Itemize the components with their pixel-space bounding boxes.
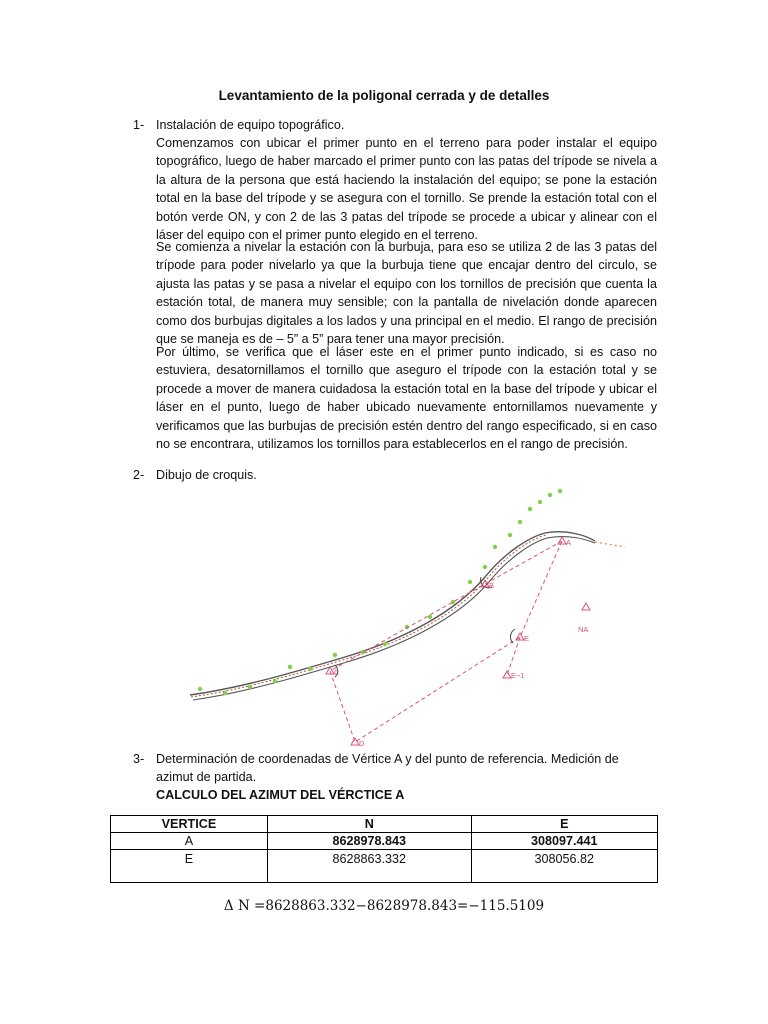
- table-cell-vertice: E: [111, 850, 268, 883]
- section-2-heading: Dibujo de croquis.: [156, 468, 257, 482]
- vertex-na-marker: [582, 603, 590, 610]
- vertex-d-marker: [351, 738, 359, 745]
- table-header-row: [111, 816, 658, 833]
- table-cell-n: 8628978.843: [267, 833, 471, 850]
- table-header-n: N: [267, 816, 471, 833]
- vertex-e1-label: E−1: [511, 671, 525, 680]
- section-1-paragraph-1: Comenzamos con ubicar el primer punto en el terreno para poder instalar el equipo topográfico, luego de haber marcado el primer punto con las patas del trípode se nivela a la altura de la persona que está haciendo la instalación del equipo; se pone la estación total en la base del trípode y se asegura con el tornillo. Se prende la estación total con el botón verde ON, y con 2 de las 3 patas del trípode se procede a ubicar y alinear con el láser del equipo con el primer punto elegido en el terreno.: [156, 136, 657, 243]
- vertex-c-label: C: [334, 668, 340, 677]
- table-header-e: E: [471, 816, 657, 833]
- tree-markers: [198, 489, 562, 695]
- road-center-dotted: [191, 535, 546, 697]
- page-title: Levantamiento de la poligonal cerrada y de detalles: [218, 88, 550, 103]
- section-1-number: 1-: [133, 118, 145, 132]
- vertex-d-label: D: [359, 739, 365, 748]
- table-cell-e: 308056.82: [471, 850, 657, 883]
- table-cell-n: 8628863.332: [267, 850, 471, 883]
- angle-arc-e: [511, 629, 515, 643]
- table-row: [111, 850, 658, 883]
- vertex-e-label: E: [524, 634, 530, 643]
- section-3-subheading: CALCULO DEL AZIMUT DEL VÉRCTICE A: [156, 788, 405, 802]
- vertex-b-label: B: [489, 581, 495, 590]
- table-row: [111, 833, 658, 850]
- table-cell-vertice: A: [111, 833, 268, 850]
- coordinates-table: [110, 815, 658, 883]
- section-3-heading-line-1: Determinación de coordenadas de Vértice A y del punto de referencia. Medición de: [156, 752, 619, 766]
- section-1-heading: Instalación de equipo topográfico.: [156, 118, 345, 132]
- section-3-heading-line-2: azimut de partida.: [156, 770, 257, 784]
- section-3-number: 3-: [133, 752, 145, 766]
- vertex-a-label: A: [566, 538, 572, 547]
- vertex-e1-marker: [503, 671, 511, 678]
- vertex-na-label: NA: [578, 625, 589, 634]
- road-line-inner: [193, 537, 595, 700]
- section-2-number: 2-: [133, 468, 145, 482]
- delta-n-formula: Δ N =8628863.332−8628978.843=−115.5109: [223, 898, 545, 914]
- croquis-sketch: [185, 487, 635, 752]
- dotted-extension: [595, 542, 625, 547]
- section-1-paragraph-2: Se comienza a nivelar la estación con la burbuja, para eso se utiliza 2 de las 3 patas del trípode para poder nivelarlo ya que la burbuja tiene que encajar dentro del circulo, se ajusta las patas y se pasa a nivelar el equipo con los tornillos de precisión que cuenta la estación total, de manera muy sensible; con la pantalla de nivelación donde aparecen como dos burbujas digitales a los lados y una principal en el medio. El rango de precisión que se maneja es de – 5” a 5” para tener una mayor precisión.: [156, 240, 657, 347]
- table-cell-e: 308097.441: [471, 833, 657, 850]
- table-header-vertice: VERTICE: [111, 816, 268, 833]
- traverse-e-e1: [507, 637, 520, 675]
- section-1-paragraph-3: Por último, se verifica que el láser este en el primer punto indicado, si es caso no estuviera, desatornillamos el tornillo que aseguro el trípode con la estación total y se procede a mover de manera cuidadosa la estación total en la base del trípode y ubicar el láser en el punto, luego de haber ubicado nuevamente entornillamos nuevamente y verificamos que las burbujas de precisión estén dentro del rango especificado, si en caso no se encontrara, utilizamos los tornillos para establecerlos en el rango de precisión.: [156, 345, 657, 452]
